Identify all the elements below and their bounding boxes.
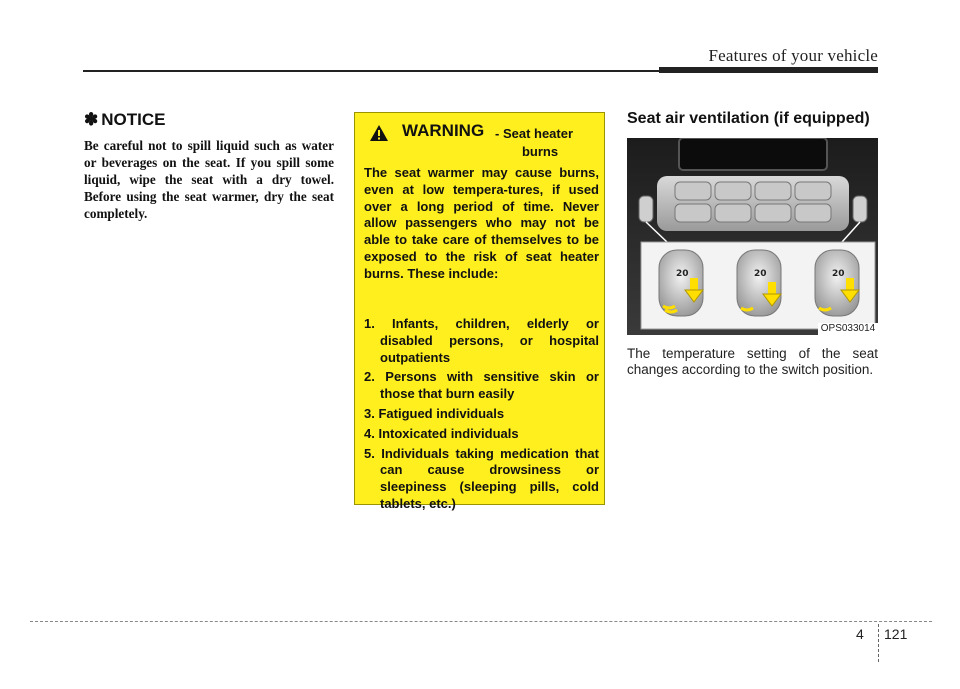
list-item: 5. Individuals taking medication that can cause drowsiness or sleepiness (sleeping pills, cold tablets, etc.) — [364, 445, 599, 511]
switch-position-2 — [737, 250, 781, 316]
svg-text:20: 20 — [754, 269, 767, 279]
footer-rule — [30, 621, 932, 622]
footer-divider — [878, 624, 879, 662]
warning-list — [364, 316, 599, 516]
dashboard-illustration — [627, 138, 878, 335]
list-item: 3. Fatigued individuals — [364, 405, 505, 421]
svg-text:20: 20 — [676, 269, 689, 279]
section-title: Seat air ventilation (if equipped) — [627, 110, 870, 127]
image-code: OPS033014 — [818, 323, 878, 335]
switch-position-1 — [659, 250, 703, 316]
warning-box — [354, 112, 605, 511]
list-item: 1. Infants, children, elderly or disabled persons, or hospital outpatients — [364, 316, 599, 365]
notice-asterisk-icon: ✽ — [84, 110, 99, 129]
chapter-number: 4 — [856, 626, 864, 642]
svg-text:20: 20 — [832, 269, 845, 279]
ventilation-switch-photo — [627, 138, 878, 335]
ventilation-description: The temperature setting of the seat changes according to the switch position. — [627, 346, 878, 377]
warning-subtitle-cont: burns — [521, 144, 559, 159]
list-item: 4. Intoxicated individuals — [364, 425, 519, 441]
warning-label: WARNING — [402, 121, 485, 140]
list-item: 2. Persons with sensitive skin or those that burn easily — [364, 369, 599, 402]
warning-triangle-icon — [369, 124, 389, 142]
notice-body: Be careful not to spill liquid such as water or beverages on the seat. If you spill some liquid, wipe the seat with a dry towel. Before using the seat warmer, dry the seat completely. — [84, 138, 334, 221]
warning-subtitle: - Seat heater — [495, 126, 574, 141]
header-rule — [83, 70, 659, 72]
notice-heading-text: NOTICE — [101, 110, 166, 129]
page-number: 121 — [884, 626, 908, 642]
notice-heading — [84, 110, 165, 130]
running-header: Features of your vehicle — [708, 46, 878, 65]
warning-text: The seat warmer may cause burns, even at low tempera-tures, if used over a long period of time. Never allow passengers who may not be able to take care of themselves to be exposed to the risk of seat heater burns. These include: — [364, 165, 599, 281]
header-rule-accent — [659, 67, 878, 73]
switch-position-3 — [815, 250, 859, 316]
